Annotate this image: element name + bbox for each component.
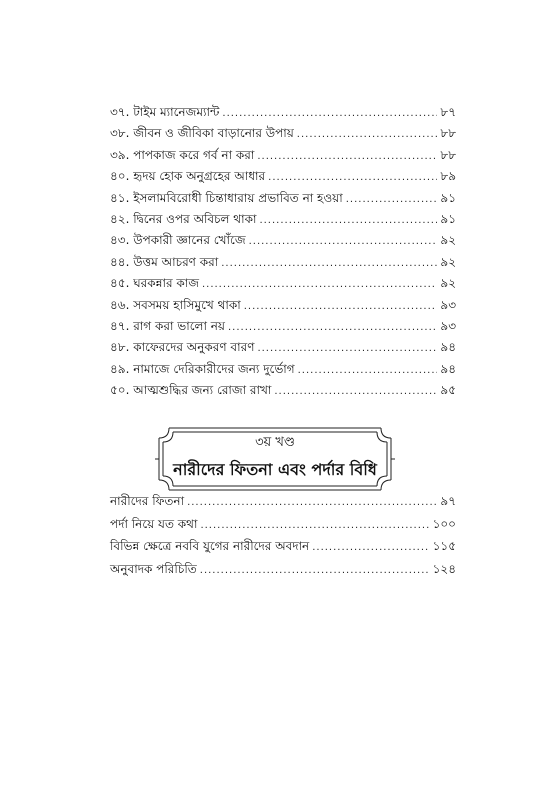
toc-entry [110,188,456,209]
toc-entry [110,490,456,513]
toc-entry-title: ৪৪. উত্তম আচরণ করা [110,254,219,269]
toc-entry [110,145,456,166]
toc-entry [110,380,456,401]
toc-entry [110,558,456,581]
toc-entry-page: ৯২ [440,254,456,269]
toc-entry-page: ৯৩ [440,318,456,333]
section-number: ৩য় খণ্ড [255,435,295,450]
toc-entry-page: ৯৭ [440,494,456,508]
dot-leader [298,360,438,381]
toc-entry-page: ৯১ [440,190,456,205]
toc-entry [110,252,456,273]
toc-entry-title: ৪৫. ঘরকন্নার কাজ [110,276,199,291]
toc-entry [110,166,456,187]
dot-leader [312,537,429,560]
toc-entry [110,209,456,230]
dot-leader [222,103,437,124]
dot-leader [297,124,438,145]
toc-entry [110,535,456,558]
dot-leader [274,381,437,402]
toc-entry-title: বিভিন্ন ক্ষেত্রে নববি যুগের নারীদের অবদান [110,539,310,553]
toc-entry-page: ১২৪ [432,561,456,576]
section-header-frame [155,424,395,494]
toc-entry-page: ৯৪ [440,361,456,376]
toc-entry [110,123,456,144]
dot-leader [202,274,437,295]
toc-entry-page: ৯২ [440,233,456,248]
toc-entry [110,316,456,337]
toc-entry-page: ৯৩ [440,297,456,312]
toc-entry-title: পর্দা নিয়ে যত কথা [110,516,198,531]
toc-entry [110,513,456,536]
toc-entry-title: ৪৬. সবসময় হাসিমুখে থাকা [110,297,241,312]
toc-entry-page: ৯১ [440,211,456,226]
toc-list-part-2 [110,490,456,580]
toc-entry-title: ৪৭. রাগ করা ভালো নয় [110,318,225,333]
dot-leader [200,515,429,538]
dot-leader [200,560,430,583]
dot-leader [268,167,437,188]
toc-entry-page: ১১৫ [432,539,456,553]
toc-entry-title: ৪৩. উপকারী জ্ঞানের খোঁজে [110,233,246,248]
toc-entry [110,337,456,358]
dot-leader [257,338,437,359]
dot-leader [221,253,437,274]
toc-entry [110,273,456,294]
dot-leader [257,146,437,167]
toc-entry-title: ৩৮. জীবন ও জীবিকা বাড়ানোর উপায় [110,126,294,141]
toc-entry-title: ৪৯. নামাজে দেরিকারীদের জন্য দুর্ভোগ [110,361,295,376]
toc-entry-title: ৪৮. কাফেরদের অনুকরণ বারণ [110,340,255,355]
toc-entry-page: ৮৮ [440,126,456,141]
toc-entry [110,230,456,251]
toc-entry-title: অনুবাদক পরিচিতি [110,561,197,576]
dot-leader [187,492,437,515]
toc-entry-page: ৯৪ [440,340,456,355]
toc-entry-page: ৮৮ [440,147,456,162]
toc-entry-title: ৪২. দ্বিনের ওপর অবিচল থাকা [110,211,257,226]
toc-entry-page: ৯২ [440,276,456,291]
toc-entry-title: ৪১. ইসলামবিরোধী চিন্তাধারায় প্রভাবিত না হওয়া [110,190,343,205]
toc-entry-page: ৮৭ [440,105,456,119]
toc-entry [110,102,456,123]
dot-leader [249,231,438,252]
toc-entry-title: ৩৯. পাপকাজ করে গর্ব না করা [110,147,255,162]
dot-leader [244,296,438,317]
toc-entry-title: ৫০. আত্মশুদ্ধির জন্য রোজা রাখা [110,383,272,398]
toc-list-part-1 [110,102,456,401]
dot-leader [259,210,437,231]
section-title: নারীদের ফিতনা এবং পর্দার বিধি [173,460,377,479]
toc-entry-page: ৮৯ [440,169,456,184]
toc-entry-page: ১০০ [432,516,456,531]
toc-entry-title: নারীদের ফিতনা [110,494,185,508]
toc-entry-page: ৯৫ [440,383,456,398]
dot-leader [346,189,438,210]
toc-entry-title: ৪০. হৃদয় হোক অনুগ্রহের আধার [110,169,266,184]
dot-leader [228,317,437,338]
toc-entry-title: ৩৭. টাইম ম্যানেজম্যান্ট [110,105,220,119]
toc-entry [110,295,456,316]
toc-entry [110,359,456,380]
